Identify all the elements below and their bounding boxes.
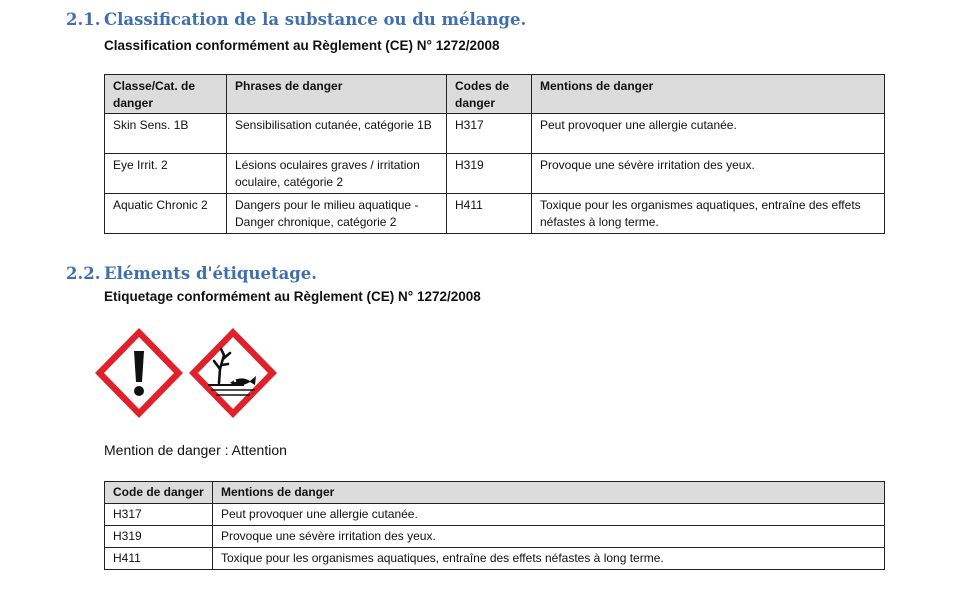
table-cell: Provoque une sévère irritation des yeux. <box>532 154 885 194</box>
table-cell: H317 <box>447 114 532 154</box>
table-cell: Lésions oculaires graves / irritation oculaire, catégorie 2 <box>227 154 447 194</box>
table-cell: Toxique pour les organismes aquatiques, entraîne des effets néfastes à long terme. <box>213 548 885 570</box>
table-cell: Toxique pour les organismes aquatiques, entraîne des effets néfastes à long terme. <box>532 194 885 234</box>
section-subtitle-classification: Classification conformément au Règlement (CE) N° 1272/2008 <box>104 38 500 53</box>
table-row <box>105 526 885 548</box>
table-cell: Peut provoquer une allergie cutanée. <box>532 114 885 154</box>
section-subtitle-labelling: Etiquetage conformément au Règlement (CE) N° 1272/2008 <box>104 289 481 304</box>
exclamation-mark-icon <box>95 328 183 418</box>
column-header: Mentions de danger <box>213 482 885 504</box>
table-row <box>105 504 885 526</box>
section-number: 2.1. <box>66 10 101 29</box>
section-title: Classification de la substance ou du mélange. <box>104 10 527 29</box>
column-header: Classe/Cat. de danger <box>105 75 227 114</box>
table-row <box>105 548 885 570</box>
table-cell: H319 <box>105 526 213 548</box>
signal-word: Mention de danger : Attention <box>104 442 287 458</box>
section-heading-labelling <box>66 264 317 283</box>
table-cell: H317 <box>105 504 213 526</box>
table-header-row <box>105 482 885 504</box>
section-number: 2.2. <box>66 264 101 283</box>
column-header: Phrases de danger <box>227 75 447 114</box>
column-header: Code de danger <box>105 482 213 504</box>
section-heading-classification <box>66 10 526 29</box>
table-cell: Aquatic Chronic 2 <box>105 194 227 234</box>
classification-table <box>104 74 885 234</box>
table-cell: Provoque une sévère irritation des yeux. <box>213 526 885 548</box>
column-header: Codes de danger <box>447 75 532 114</box>
table-cell: H411 <box>105 548 213 570</box>
table-cell: H319 <box>447 154 532 194</box>
section-title: Eléments d'étiquetage. <box>104 264 318 283</box>
table-row <box>105 154 885 194</box>
table-row <box>105 194 885 234</box>
ghs-pictograms <box>92 325 282 421</box>
table-cell: Eye Irrit. 2 <box>105 154 227 194</box>
environment-hazard-icon <box>189 328 277 418</box>
table-cell: Peut provoquer une allergie cutanée. <box>213 504 885 526</box>
table-row <box>105 114 885 154</box>
table-cell: H411 <box>447 194 532 234</box>
hazard-statements-table <box>104 481 885 570</box>
table-header-row <box>105 75 885 114</box>
table-cell: Dangers pour le milieu aquatique - Danger chronique, catégorie 2 <box>227 194 447 234</box>
column-header: Mentions de danger <box>532 75 885 114</box>
table-cell: Skin Sens. 1B <box>105 114 227 154</box>
table-cell: Sensibilisation cutanée, catégorie 1B <box>227 114 447 154</box>
